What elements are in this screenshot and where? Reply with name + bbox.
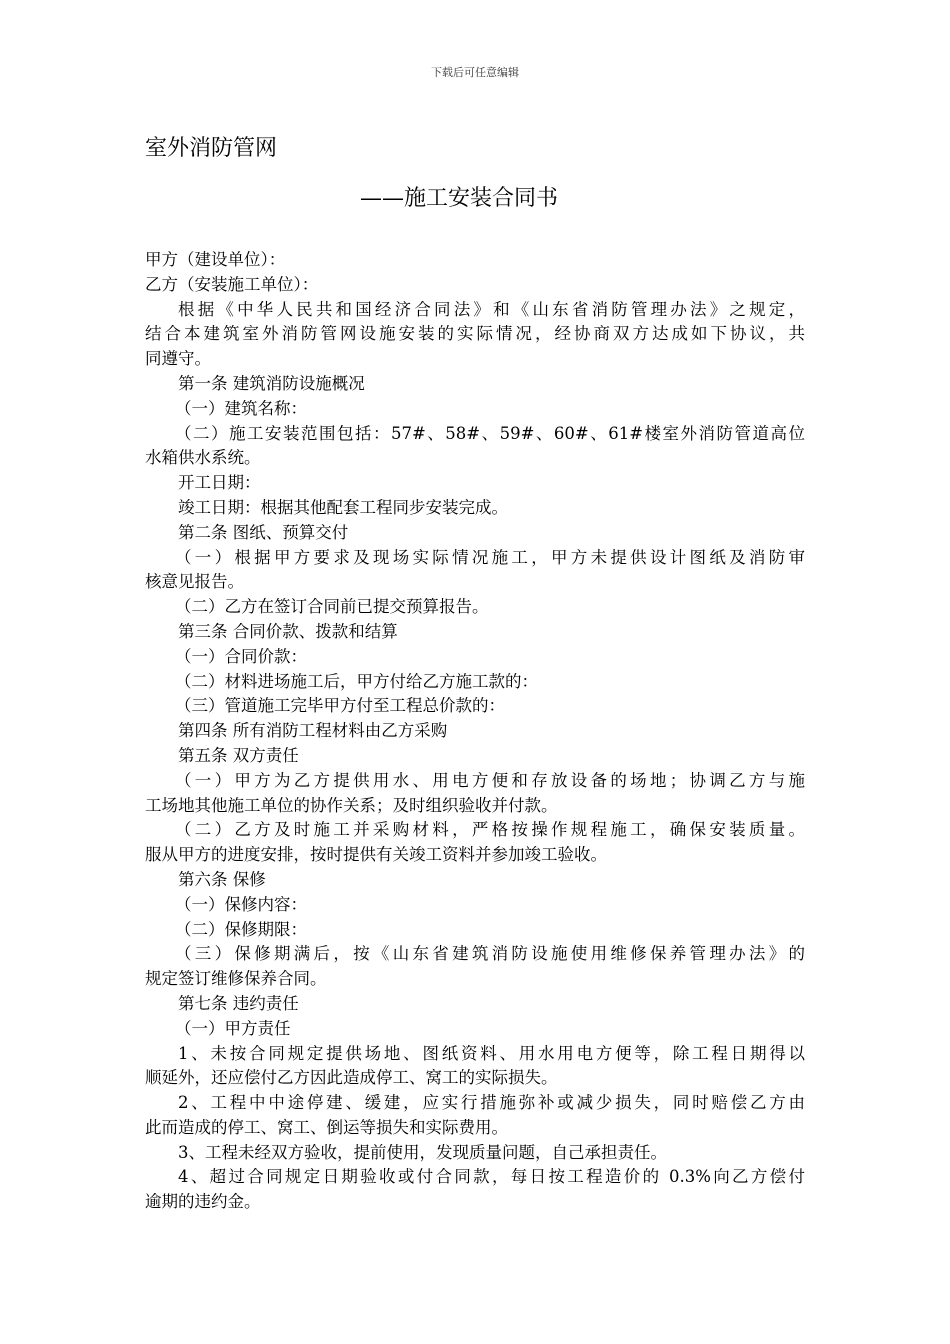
body-line: 甲方（建设单位）： — [145, 250, 286, 269]
body-line: 工场地其他施工单位的协作关系；及时组织验收并付款。 — [145, 795, 558, 815]
body-line: 1、未按合同规定提供场地、图纸资料、用水用电方便等，除工程日期得以 — [178, 1043, 805, 1063]
body-line: （一）甲方为乙方提供用水、用电方便和存放设备的场地；协调乙方与施 — [175, 770, 805, 790]
body-line: 结合本建筑室外消防管网设施安装的实际情况，经协商双方达成如下协议，共 — [145, 324, 805, 344]
page-header: 下载后可任意编辑 — [431, 66, 519, 79]
body-line: 开工日期： — [178, 473, 261, 493]
body-line: 根据《中华人民共和国经济合同法》和《山东省消防管理办法》之规定， — [178, 299, 805, 319]
body-line: （一）合同价款： — [175, 646, 307, 666]
body-line: 3、工程未经双方验收，提前使用，发现质量问题，自己承担责任。 — [178, 1142, 667, 1162]
body-line: 竣工日期：根据其他配套工程同步安装完成。 — [178, 497, 508, 517]
body-line: 4、超过合同规定日期验收或付合同款，每日按工程造价的 0.3%向乙方偿付 — [178, 1167, 805, 1187]
body-line: （一）甲方责任 — [175, 1018, 291, 1038]
body-line: 核意见报告。 — [145, 572, 244, 592]
body-line: 2、工程中中途停建、缓建，应实行措施弥补或减少损失，同时赔偿乙方由 — [178, 1093, 805, 1113]
body-line: 顺延外，还应偿付乙方因此造成停工、窝工的实际损失。 — [145, 1068, 558, 1088]
body-line: 服从甲方的进度安排，按时提供有关竣工资料并参加竣工验收。 — [145, 845, 607, 865]
body-line: 规定签订维修保养合同。 — [145, 969, 327, 989]
document-subtitle: ——施工安装合同书 — [360, 186, 559, 211]
body-line: 水箱供水系统。 — [145, 448, 261, 468]
body-line: 第三条 合同价款、拨款和结算 — [178, 621, 398, 641]
body-line: （一）保修内容： — [175, 894, 307, 914]
body-line: 第五条 双方责任 — [178, 745, 299, 765]
document-title: 室外消防管网 — [145, 136, 278, 161]
body-line: 同遵守。 — [145, 349, 211, 369]
body-line: （二）保修期限： — [175, 919, 307, 939]
body-line: 乙方（安装施工单位）： — [145, 274, 319, 294]
body-line: （三）管道施工完毕甲方付至工程总价款的： — [175, 696, 505, 716]
body-line: 第一条 建筑消防设施概况 — [178, 373, 365, 393]
body-line: （一）根据甲方要求及现场实际情况施工，甲方未提供设计图纸及消防审 — [175, 547, 805, 567]
body-line: 第二条 图纸、预算交付 — [178, 522, 349, 542]
body-line: 第六条 保修 — [178, 869, 266, 889]
body-line: （二）乙方在签订合同前已提交预算报告。 — [175, 597, 489, 617]
body-line: 此而造成的停工、窝工、倒运等损失和实际费用。 — [145, 1117, 508, 1137]
body-line: 逾期的违约金。 — [145, 1192, 261, 1212]
body-line: （一）建筑名称： — [175, 398, 307, 418]
body-line: 第七条 违约责任 — [178, 993, 299, 1013]
body-line: 第四条 所有消防工程材料由乙方采购 — [178, 721, 448, 741]
body-line: （二）施工安装范围包括：57#、58#、59#、60#、61#楼室外消防管道高位 — [175, 423, 805, 443]
body-line: （二）材料进场施工后，甲方付给乙方施工款的： — [175, 671, 538, 691]
contract-body — [145, 248, 805, 1215]
body-line: （三）保修期满后，按《山东省建筑消防设施使用维修保养管理办法》的 — [175, 944, 805, 964]
body-line: （二）乙方及时施工并采购材料，严格按操作规程施工，确保安装质量。 — [175, 820, 805, 840]
